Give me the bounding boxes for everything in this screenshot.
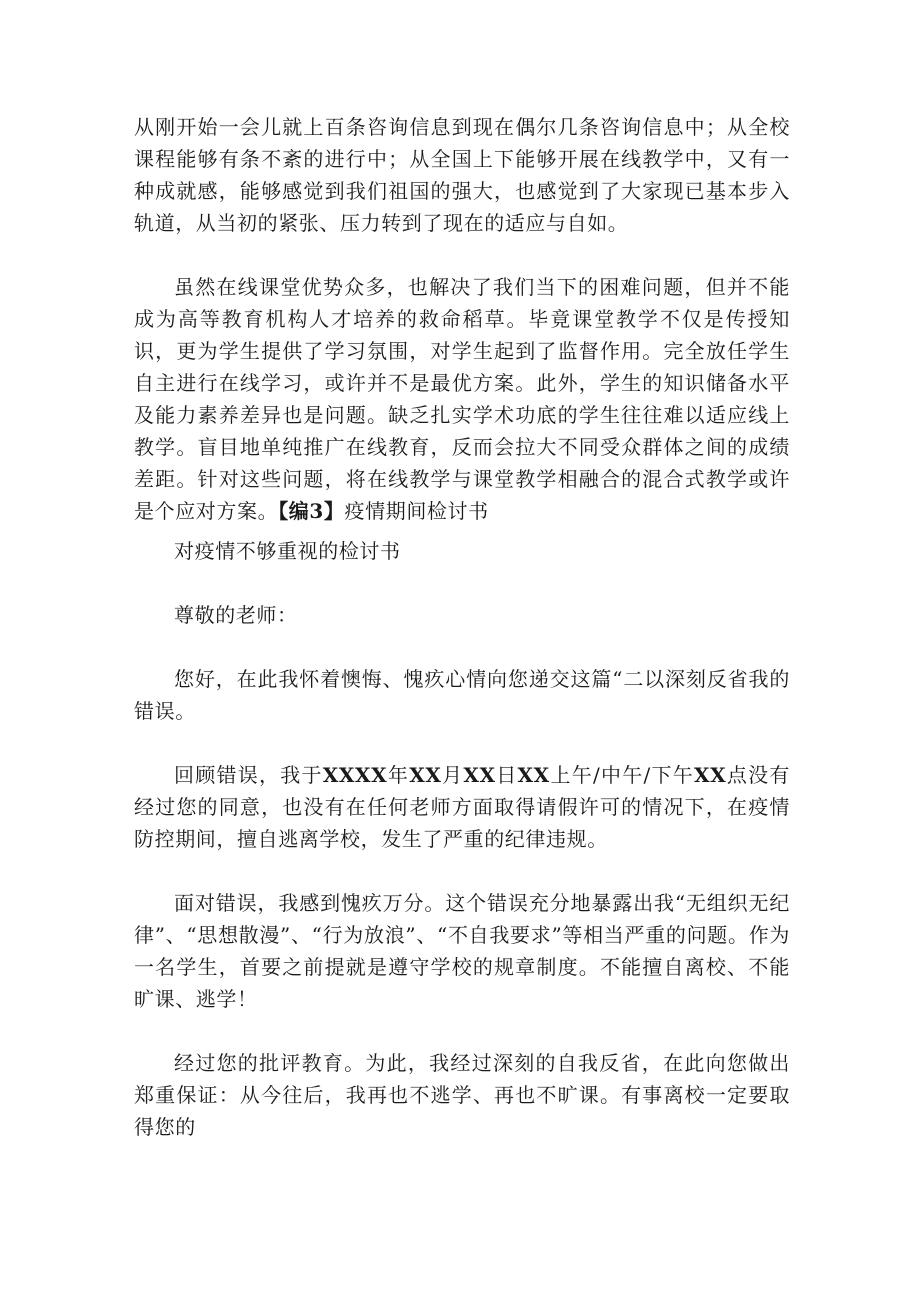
paragraph-greeting: 您好，在此我怀着懊悔、愧疚心情向您递交这篇“二以深刻反省我的错误。 (134, 667, 790, 723)
review-text-f: 点没有经过您的同意，也没有在任何老师方面取得请假许可的情况下，在疫情防控期间，擅自逃离学校，发生了严重的纪律违规。 (134, 763, 791, 851)
paragraph-promise: 经过您的批评教育。为此，我经过深刻的自我反省，在此向您做出郑重保证：从今往后，我再也不逃学、再也不旷课。有事离校一定要取得您的 (134, 1051, 790, 1139)
month-placeholder: XX (409, 763, 442, 787)
paragraph-achievement: 从刚开始一会儿就上百条咨询信息到现在偶尔几条咨询信息中；从全校课程能够有条不紊的进行中；从全国上下能够开展在线教学中，又有一种成就感，能够感觉到我们祖国的强大，也感觉到了大家现已基本步入轨道，从当初的紧张、压力转到了现在的适应与自如。 (134, 115, 790, 235)
salutation: 尊敬的老师： (174, 603, 298, 627)
time-placeholder-b: XX (693, 763, 727, 787)
document-page (134, 111, 790, 1143)
paragraph-reflection: 面对错误，我感到愧疚万分。这个错误充分地暴露出我“无组织无纪律”、“思想散漫”、“行为放浪”、“不自我要求”等相当严重的问题。作为一名学生，首要之前提就是遵守学校的规章制度。不能擅自离校、不能旷课、逃学！ (134, 891, 790, 1011)
paragraph-online-teaching (134, 271, 790, 527)
section-heading-marker: 【编3】 (278, 499, 345, 523)
paragraph-review (134, 759, 790, 855)
paragraph-online-teaching-text: 虽然在线课堂优势众多，也解决了我们当下的困难问题，但并不能成为高等教育机构人才培养的救命稻草。毕竟课堂教学不仅是传授知识，更为学生提供了学习氛围，对学生起到了监督作用。完全放任学生自主进行在线学习，或许并不是最优方案。此外，学生的知识储备水平及能力素养差异也是问题。缺乏扎实学术功底的学生往往难以适应线上教学。盲目地单纯推广在线教育，反而会拉大不同受众群体之间的成绩差距。针对这些问题，将在线教学与课堂教学相融合的混合式教学或许是个应对方案。 (134, 275, 790, 523)
section-heading-title: 疫情期间检讨书 (344, 499, 489, 523)
day-placeholder: XX (463, 763, 496, 787)
review-text-e: 上午/中午/下午 (549, 763, 694, 787)
review-text-b: 年 (387, 763, 410, 787)
time-placeholder-a: XX (517, 763, 550, 787)
year-placeholder: XXXX (322, 763, 388, 787)
review-text-d: 日 (495, 763, 518, 787)
review-text-a: 回顾错误，我于 (174, 763, 323, 787)
review-text-c: 月 (441, 763, 464, 787)
document-title: 对疫情不够重视的检讨书 (174, 539, 401, 563)
